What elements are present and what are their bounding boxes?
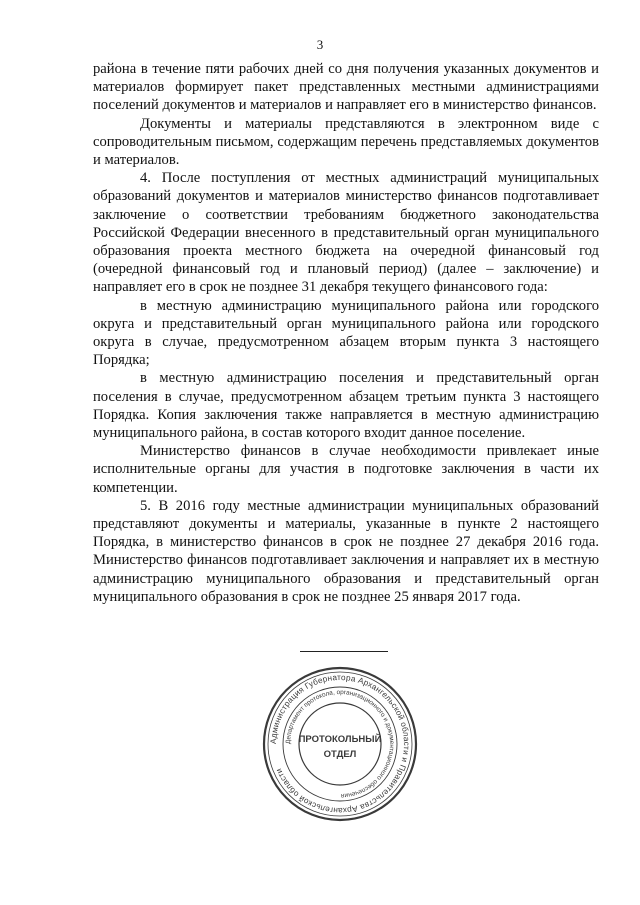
stamp-center-line-2: ОТДЕЛ xyxy=(323,749,357,760)
divider-line xyxy=(300,651,388,652)
paragraph: 4. После поступления от местных администраций муниципальных образований документов и материалов министерство финансов подготавливает заключение о соответствии требованиям бюджетного законодательства Российской Федерации внесенного в представительный орган муниципального образования проекта местного бюджета на очередной финансовый год (очередной финансовый год и плановый период) (далее – заключение) и направляет его в срок не позднее 31 декабря текущего финансового года: xyxy=(93,170,599,296)
paragraph: в местную администрацию поселения и представительный орган поселения в случае, предусмотренном абзацем третьим пункта 3 настоящего Порядка. Копия заключения также направляется в местную администрацию муниципального района, в состав которого входит данное поселение. xyxy=(93,370,599,442)
paragraph: Документы и материалы представляются в электронном виде с сопроводительным письмом, содержащим перечень представляемых документов и материалов. xyxy=(93,115,599,169)
paragraph: в местную администрацию муниципального района или городского округа и представительный орган муниципального района или городского округа в случае, предусмотренном абзацем вторым пункта 3 настоящего Порядка; xyxy=(93,297,599,369)
stamp-center-line-1: ПРОТОКОЛЬНЫЙ xyxy=(298,734,382,745)
stamp-inner-ring-text: Департамент протокола, организационного и документационного обеспечения xyxy=(284,688,396,800)
paragraph: 5. В 2016 году местные администрации муниципальных образований представляют документы и материалы, указанные в пункте 2 настоящего Порядка, в министерство финансов в срок не позднее 27 декабря 2016 года. Министерство финансов подготавливает заключения и направляет их в местную администрацию муниципального образования и представительный орган муниципального образования в срок не позднее 25 января 2017 года. xyxy=(93,497,599,605)
protocol-department-stamp xyxy=(260,664,420,824)
paragraph: района в течение пяти рабочих дней со дня получения указанных документов и материалов формирует пакет представленных местными администрациями поселений документов и материалов и направляет его в министерство финансов. xyxy=(93,61,599,114)
page-number: 3 xyxy=(316,37,324,52)
stamp-outer-ring-text: Администрация Губернатора Архангельской области и Правительства Архангельской области xyxy=(268,672,412,816)
document-body xyxy=(93,60,599,606)
paragraph: Министерство финансов в случае необходимости привлекает иные исполнительные органы для участия в подготовке заключения в части их компетенции. xyxy=(93,443,599,496)
